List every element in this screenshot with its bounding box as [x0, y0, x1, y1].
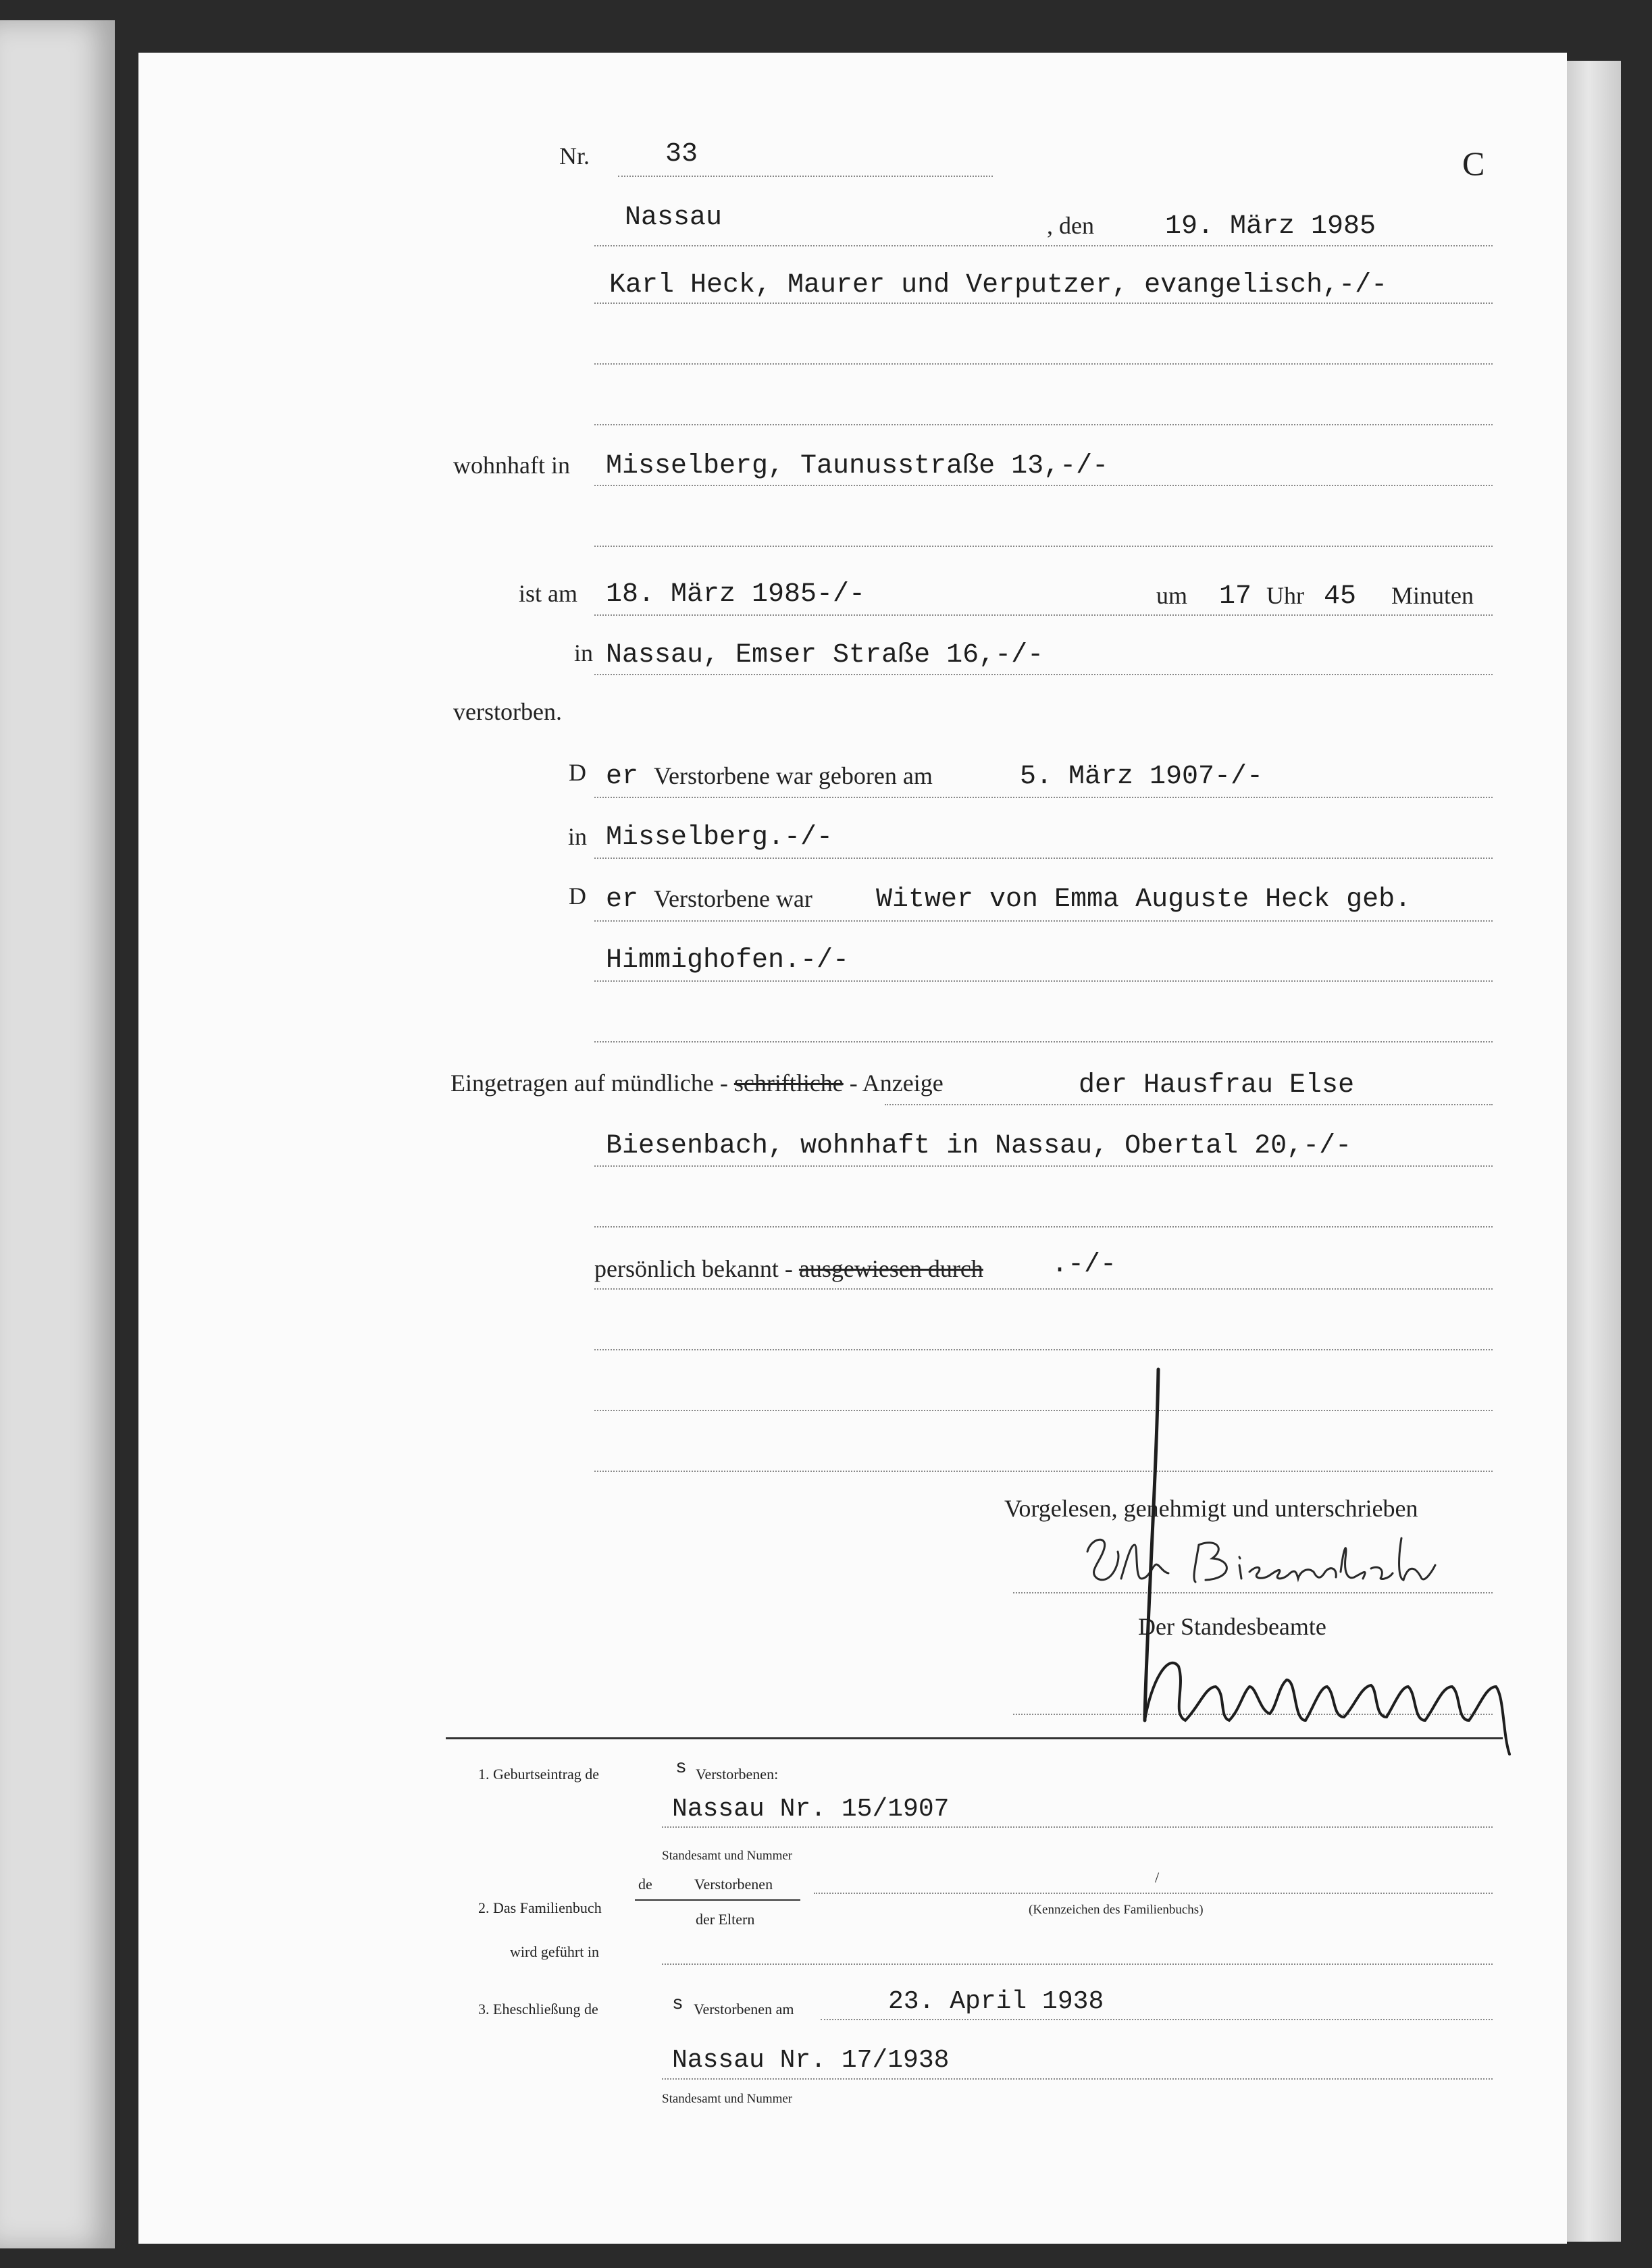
- item3-label-a: 3. Eheschließung de: [478, 2001, 598, 2018]
- marital-label: Verstorbene war: [654, 885, 812, 912]
- item2-rule: [814, 1893, 1493, 1894]
- known-rule: [594, 1288, 1493, 1290]
- item2-fraction-bar: [635, 1899, 800, 1901]
- item2-option2: der Eltern: [696, 1911, 755, 1928]
- item2-option1: Verstorbenen: [694, 1876, 773, 1893]
- name-line-3: [594, 424, 1493, 425]
- minuten-label: Minuten: [1391, 582, 1474, 609]
- death-place: Nassau, Emser Straße 16,-/-: [606, 640, 1044, 670]
- birth-label: Verstorbene war geboren am: [654, 762, 933, 789]
- informant-line-1: der Hausfrau Else: [1079, 1070, 1355, 1101]
- item1-label-a: 1. Geburtseintrag de: [478, 1766, 599, 1783]
- name-line-1: [594, 302, 1493, 304]
- register-letter: C: [1462, 144, 1485, 182]
- death-minute: 45: [1324, 581, 1357, 612]
- footer-separator: [446, 1737, 1503, 1739]
- deceased-address: Misselberg, Taunusstraße 13,-/-: [606, 451, 1109, 481]
- nr-label: Nr.: [559, 142, 590, 169]
- item1-value: Nassau Nr. 15/1907: [672, 1795, 950, 1824]
- report-label-b: - Anzeige: [849, 1070, 944, 1097]
- registration-date: 19. März 1985: [1165, 211, 1376, 242]
- item1-rule: [662, 1826, 1493, 1828]
- item3-date-rule: [821, 2019, 1493, 2020]
- item3-s: s: [672, 1994, 683, 2015]
- address-line: [594, 485, 1493, 486]
- known-struck: ausgewiesen durch: [798, 1255, 983, 1282]
- death-date-line: [594, 614, 1493, 616]
- standesamt-caption-1: Standesamt und Nummer: [662, 1849, 793, 1863]
- death-place-line: [594, 674, 1493, 675]
- kennzeichen-caption: (Kennzeichen des Familienbuchs): [1029, 1903, 1204, 1917]
- blank-rule-1: [594, 1349, 1493, 1350]
- verstorben-label: verstorben.: [453, 698, 562, 725]
- birth-d-prefix: D: [569, 759, 586, 786]
- marital-d-suffix: er: [606, 885, 639, 915]
- marital-line-2: Himmighofen.-/-: [606, 945, 850, 976]
- place-line: [594, 245, 1493, 246]
- item2-rule-2: [662, 1963, 1493, 1965]
- book-page-edges: [1567, 61, 1621, 2242]
- marital-line-1-rule: [594, 920, 1493, 922]
- approved-label: Vorgelesen, genehmigt und unterschrieben: [1004, 1495, 1418, 1522]
- item3-rule: [662, 2078, 1493, 2080]
- item2-label-c: wird geführt in: [510, 1943, 599, 1960]
- wohnhaft-label: wohnhaft in: [453, 452, 570, 479]
- informant-rule-2: [594, 1165, 1493, 1167]
- marital-line-1: Witwer von Emma Auguste Heck geb.: [876, 885, 1412, 915]
- item1-s: s: [675, 1758, 687, 1778]
- death-hour: 17: [1219, 581, 1252, 612]
- marital-d-prefix: D: [569, 882, 586, 909]
- name-line-2: [594, 363, 1493, 365]
- register-number: 33: [665, 139, 698, 169]
- registrar-label: Der Standesbeamte: [1138, 1613, 1326, 1640]
- known-label-group: [594, 1255, 983, 1283]
- informant-line-2: Biesenbach, wohnhaft in Nassau, Obertal 20,-/-: [606, 1131, 1352, 1161]
- marital-line-3-rule: [594, 1041, 1493, 1043]
- item2-de: de: [638, 1876, 652, 1893]
- previous-page-edge: [0, 20, 115, 2248]
- ist-am-label: ist am: [519, 580, 577, 607]
- item2-slash: /: [1155, 1869, 1160, 1886]
- address-line-2: [594, 546, 1493, 547]
- report-label-a-text: Eingetragen auf mündliche -: [450, 1070, 728, 1097]
- birth-d-suffix: er: [606, 762, 639, 792]
- standesamt-caption-2: Standesamt und Nummer: [662, 2092, 793, 2106]
- informant-rule-1: [885, 1104, 1493, 1105]
- item2-label-a: 2. Das Familienbuch: [478, 1899, 602, 1916]
- birth-in-label: in: [568, 823, 588, 850]
- birth-date: 5. März 1907-/-: [1020, 762, 1264, 792]
- known-label: persönlich bekannt -: [594, 1255, 793, 1282]
- birth-place: Misselberg.-/-: [606, 822, 833, 853]
- death-register-page: [138, 53, 1567, 2244]
- report-label-a: [450, 1069, 944, 1097]
- um-label: um: [1156, 582, 1188, 609]
- report-struck: schriftliche: [733, 1070, 844, 1097]
- uhr-label: Uhr: [1266, 582, 1304, 609]
- nr-line: [618, 176, 993, 177]
- known-value: .-/-: [1052, 1250, 1117, 1280]
- birth-place-line: [594, 858, 1493, 859]
- birth-date-line: [594, 797, 1493, 798]
- deceased-name-line: Karl Heck, Maurer und Verputzer, evangelisch,-/-: [609, 270, 1388, 300]
- item3-value: Nassau Nr. 17/1938: [672, 2046, 950, 2075]
- registrar-signature: [1104, 1369, 1577, 1768]
- den-label: , den: [1047, 212, 1094, 239]
- death-date: 18. März 1985-/-: [606, 579, 866, 610]
- informant-rule-3: [594, 1226, 1493, 1228]
- death-in-label: in: [574, 639, 594, 666]
- item3-date: 23. April 1938: [888, 1987, 1104, 2016]
- item1-label-b: Verstorbenen:: [696, 1766, 779, 1783]
- item3-label-b: Verstorbenen am: [694, 2001, 794, 2018]
- marital-line-2-rule: [594, 980, 1493, 982]
- registration-place: Nassau: [625, 203, 723, 233]
